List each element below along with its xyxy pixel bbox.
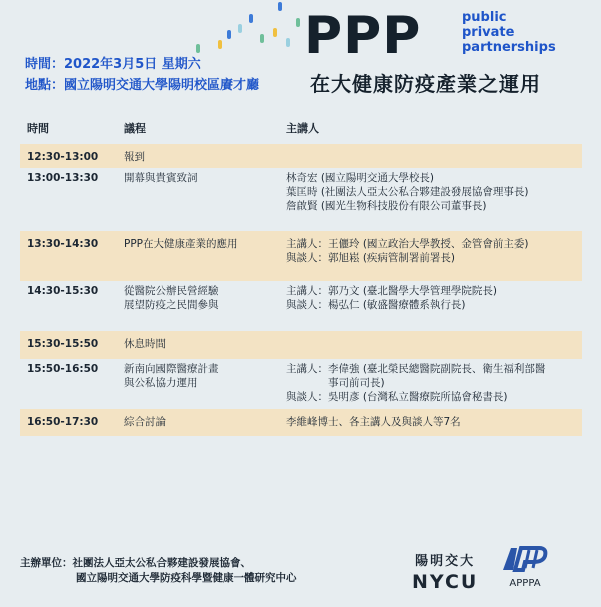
agenda-host-line: 主講人：郭乃文 (臺北醫學大學管理學院院長) bbox=[286, 285, 498, 297]
agenda-host-line: 主講人：李偉強 (臺北榮民總醫院副院長、衛生福利部醫 bbox=[286, 363, 546, 375]
agenda-program-line: 從醫院公辦民營經驗 bbox=[124, 285, 219, 297]
agenda-time: 16:50-17:30 bbox=[27, 416, 99, 428]
apppa-logo bbox=[496, 546, 554, 589]
organizer-line-2: 國立陽明交通大學防疫科學暨健康一體研究中心 bbox=[76, 572, 297, 584]
header-host: 主講人 bbox=[286, 122, 319, 135]
apppa-logo-text: APPPA bbox=[509, 578, 541, 589]
agenda-row bbox=[20, 281, 582, 331]
agenda-time: 14:30-15:30 bbox=[27, 285, 99, 297]
agenda-host-line: 李維峰博士、各主講人及與談人等7名 bbox=[286, 416, 461, 428]
venue-line: 地點：國立陽明交通大學陽明校區賡才廳 bbox=[25, 78, 260, 93]
agenda-time: 13:00-13:30 bbox=[27, 172, 99, 184]
agenda-row bbox=[20, 144, 582, 168]
agenda-hosts bbox=[286, 362, 582, 404]
ppp-word-public: public bbox=[462, 10, 507, 25]
agenda-program-line: 綜合討論 bbox=[124, 416, 166, 428]
agenda-host-line: 事司前司長) bbox=[286, 377, 385, 389]
agenda-host-line: 林奇宏 (國立陽明交通大學校長) bbox=[286, 172, 435, 184]
agenda-hosts bbox=[286, 237, 582, 265]
agenda-hosts bbox=[286, 415, 582, 429]
agenda-program-line: 展望防疫之民間參與 bbox=[124, 299, 219, 311]
agenda-program-line: 與公私協力運用 bbox=[124, 377, 198, 389]
header-program: 議程 bbox=[124, 122, 146, 135]
agenda-row bbox=[20, 331, 582, 359]
agenda-host-line: 詹啟賢 (國光生物科技股份有限公司董事長) bbox=[286, 200, 487, 212]
agenda-row bbox=[20, 168, 582, 231]
organizer-info bbox=[20, 556, 297, 586]
event-info bbox=[25, 54, 259, 96]
agenda-program bbox=[124, 284, 219, 312]
agenda-program bbox=[124, 171, 198, 185]
agenda-time: 12:30-13:00 bbox=[27, 151, 99, 163]
agenda-program-line: 開幕與貴賓致詞 bbox=[124, 172, 198, 184]
agenda-program-line: PPP在大健康產業的應用 bbox=[124, 238, 238, 250]
agenda-program bbox=[124, 337, 166, 351]
organizer-line-1: 主辦單位：社團法人亞太公私合夥建設發展協會、 bbox=[20, 557, 251, 569]
ppp-word-partnerships: partnerships bbox=[462, 40, 556, 55]
nycu-logo-chinese: 陽明交大 bbox=[415, 554, 476, 569]
ppp-title: PPP bbox=[304, 6, 422, 66]
apppa-logo-icon bbox=[499, 546, 551, 572]
agenda-time: 15:50-16:50 bbox=[27, 363, 99, 375]
agenda-host-line: 主講人：王儷玲 (國立政治大學教授、金管會前主委) bbox=[286, 238, 529, 250]
agenda-host-line: 與談人：楊弘仁 (敏盛醫療體系執行長) bbox=[286, 299, 466, 311]
agenda-program-line: 休息時間 bbox=[124, 338, 166, 350]
agenda-hosts bbox=[286, 284, 582, 312]
agenda-time: 15:30-15:50 bbox=[27, 338, 99, 350]
agenda-table bbox=[20, 120, 582, 436]
nycu-logo-english: NYCU bbox=[412, 571, 479, 593]
header-time: 時間 bbox=[27, 122, 49, 135]
date-line: 時間：2022年3月5日 星期六 bbox=[25, 57, 201, 72]
agenda-row bbox=[20, 409, 582, 436]
agenda-time: 13:30-14:30 bbox=[27, 238, 99, 250]
agenda-program bbox=[124, 362, 219, 390]
event-subtitle: 在大健康防疫產業之運用 bbox=[310, 72, 541, 96]
nycu-logo bbox=[412, 550, 478, 593]
agenda-host-line: 葉匡時 (社團法人亞太公私合夥建設發展協會理事長) bbox=[286, 186, 529, 198]
agenda-program-line: 新南向國際醫療計畫 bbox=[124, 363, 219, 375]
agenda-host-line: 與談人：郭旭崧 (疾病管制署前署長) bbox=[286, 252, 456, 264]
agenda-row bbox=[20, 359, 582, 409]
agenda-program bbox=[124, 237, 238, 251]
agenda-hosts bbox=[286, 171, 582, 213]
agenda-program-line: 報到 bbox=[124, 151, 145, 163]
agenda-header-row bbox=[20, 120, 582, 144]
agenda-program bbox=[124, 415, 166, 429]
agenda-host-line: 與談人：吳明彥 (台灣私立醫療院所協會秘書長) bbox=[286, 391, 508, 403]
agenda-row bbox=[20, 231, 582, 281]
agenda-program bbox=[124, 150, 145, 164]
ppp-subtitle-words bbox=[462, 10, 556, 55]
ppp-word-private: private bbox=[462, 25, 515, 40]
